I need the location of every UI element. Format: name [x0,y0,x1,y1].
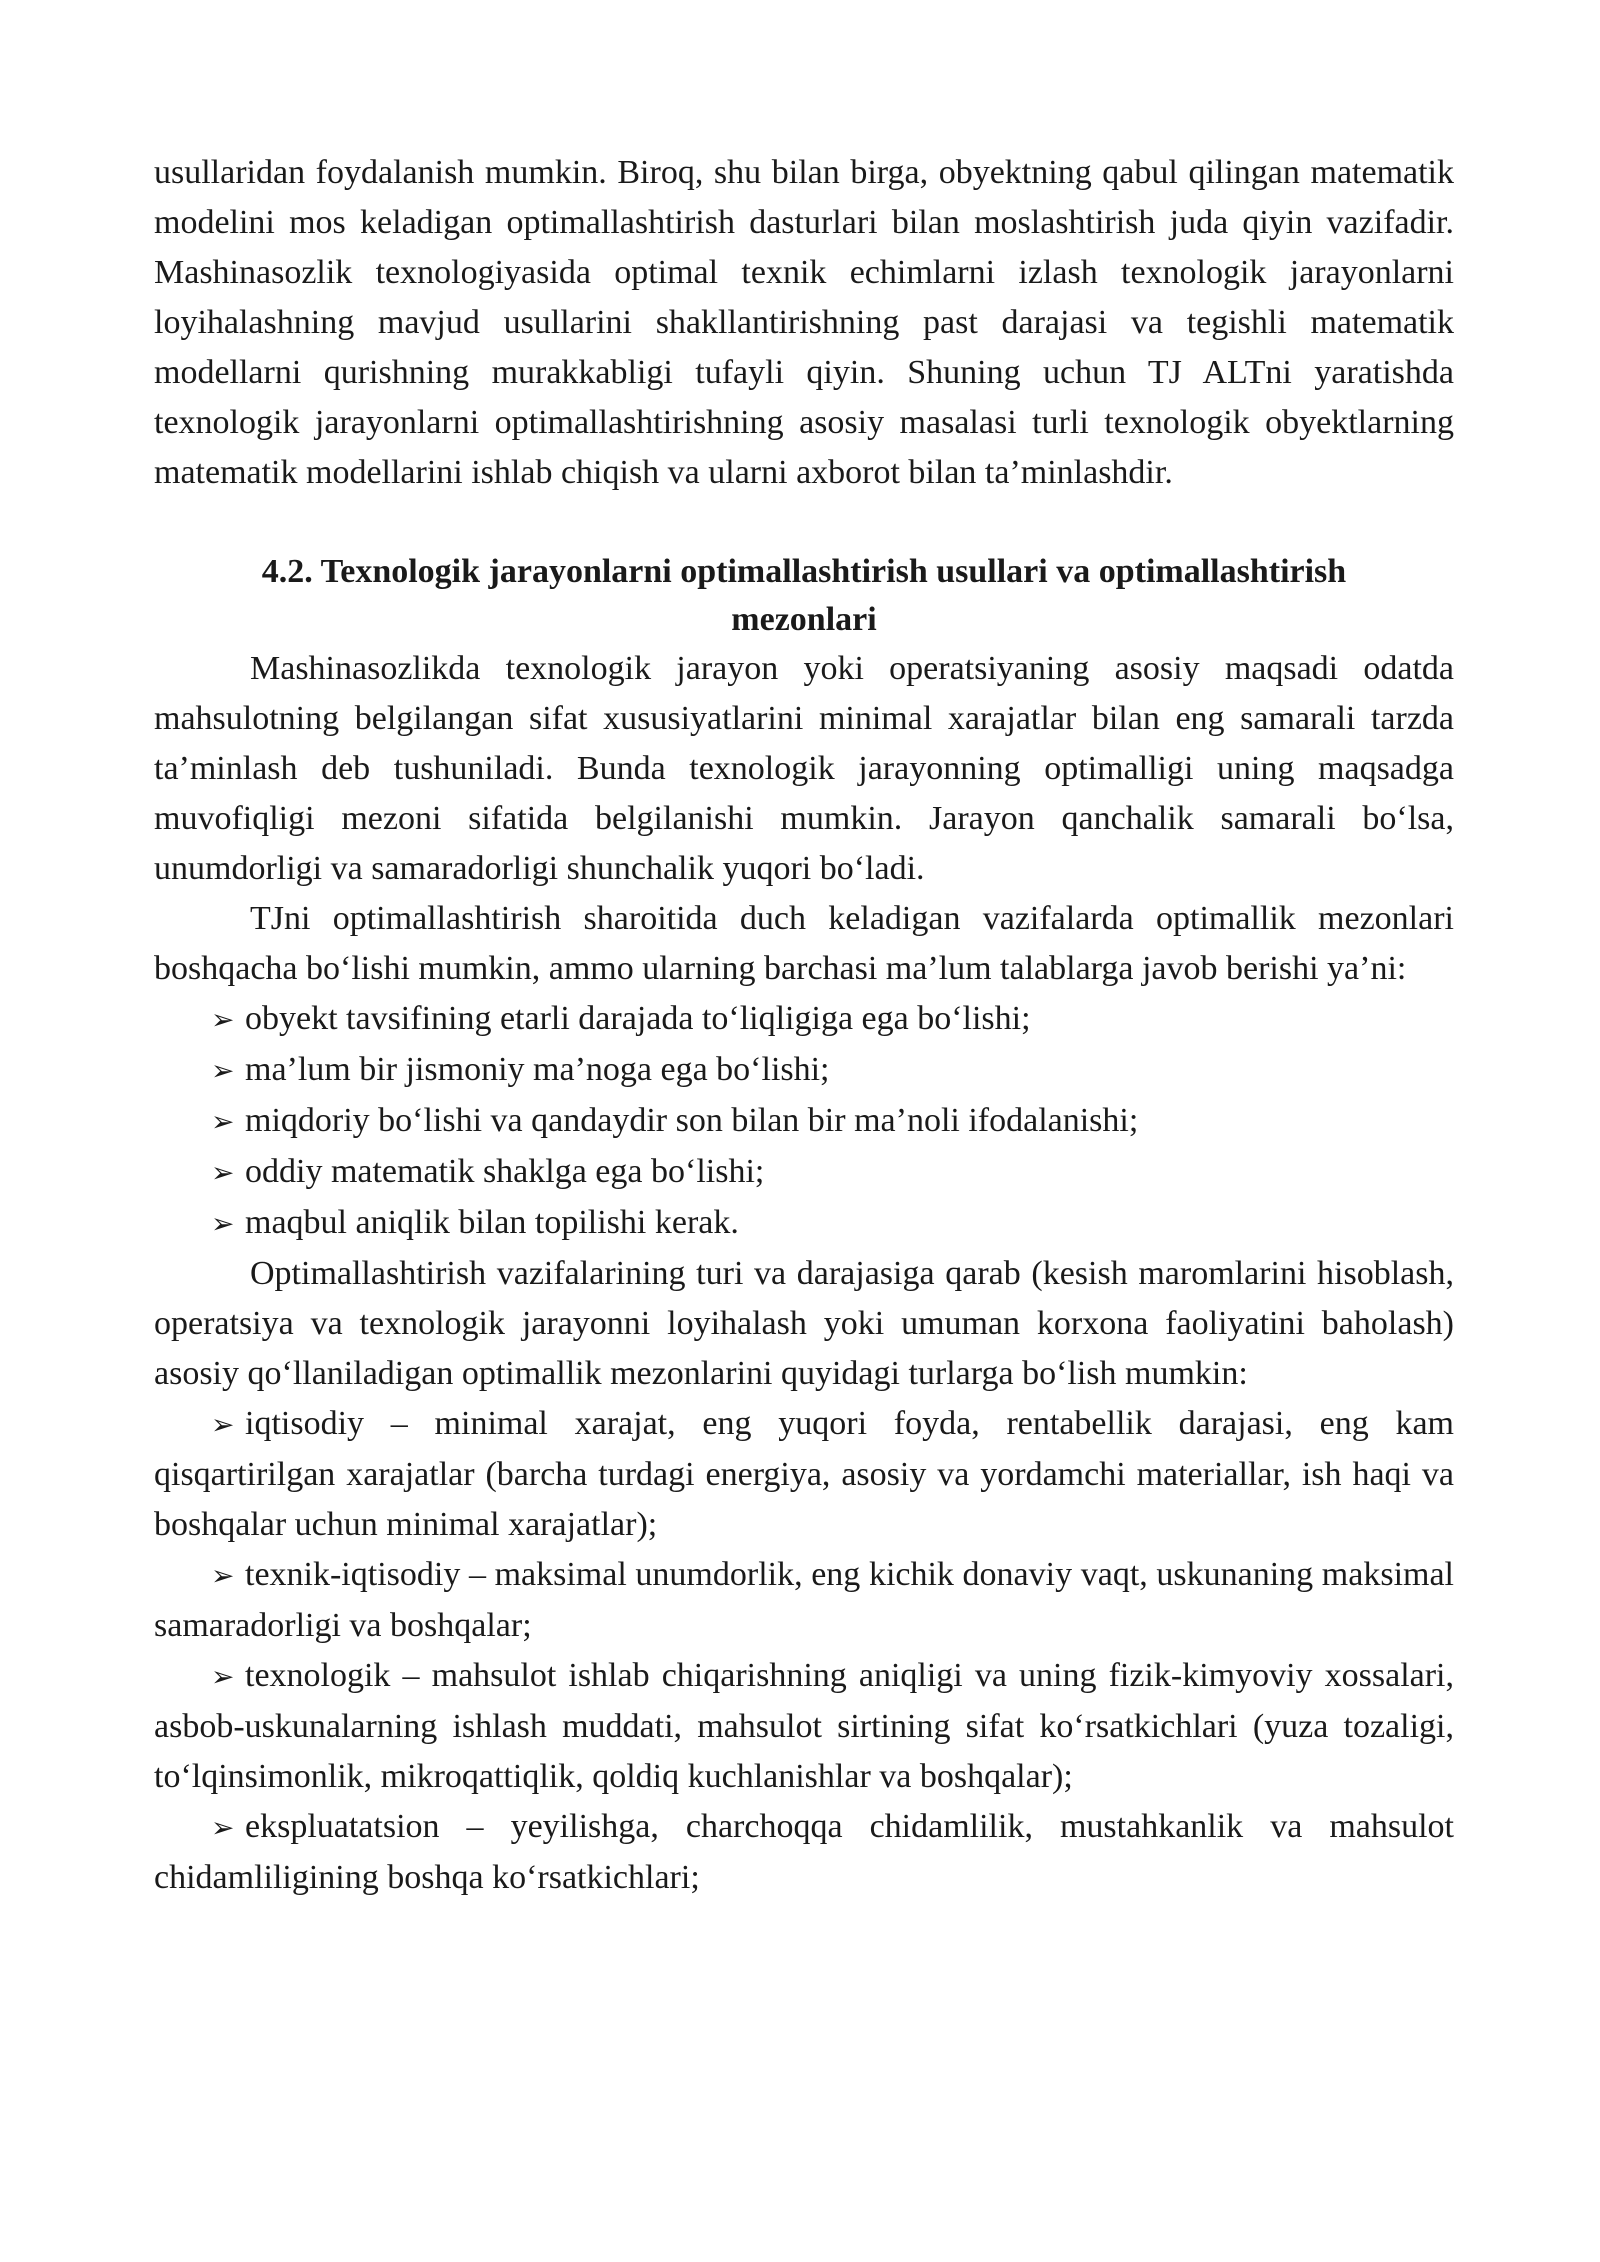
list-item-text: miqdoriy bo‘lishi va qandaydir son bilan bir ma’noli ifodalanishi; [245,1102,1139,1139]
arrow-bullet-icon: ➢ [211,1811,235,1844]
list-item [154,1147,1454,1198]
criteria-item-text: iqtisodiy – minimal xarajat, eng yuqori foyda, rentabellik darajasi, eng kam qisqartirilgan xarajatlar (barcha turdagi energiya, asosiy va yordamchi materiallar, ish haqi va boshqalar uchun minimal xarajatlar); [154,1405,1454,1543]
arrow-bullet-icon: ➢ [211,1408,235,1441]
section-heading: 4.2. Texnologik jarayonlarni optimallashtirish usullari va optimallashtirish mezonlari [261,553,1347,638]
requirements-list [154,994,1454,1249]
arrow-bullet-icon: ➢ [211,1660,235,1693]
list-item-text: oddiy matematik shaklga ega bo‘lishi; [245,1153,765,1190]
criteria-item [154,1651,1454,1802]
list-item [154,1096,1454,1147]
criteria-item-text: ekspluatatsion – yeyilishga, charchoqqa chidamlilik, mustahkanlik va mahsulot chidamliligining boshqa ko‘rsatkichlari; [154,1808,1454,1896]
criteria-item-text: texnologik – mahsulot ishlab chiqarishning aniqligi va uning fizik-kimyoviy xossalari, asbob-uskunalarning ishlash muddati, mahsulot sirtining sifat ko‘rsatkichlari (yuza tozaligi, to‘lqinsimonlik, mikroqattiqlik, qoldiq kuchlanishlar va boshqalar); [154,1657,1454,1795]
body-paragraph: usullaridan foydalanish mumkin. Biroq, shu bilan birga, obyektning qabul qilingan matematik modelini mos keladigan optimallashtirish dasturlari bilan moslashtirish juda qiyin vazifadir. Mashinasozlik texnologiyasida optimal texnik echimlarni izlash texnologik jarayonlarni loyihalashning mavjud usullarini shakllantirishning past darajasi va tegishli matematik modellarni qurishning murakkabligi tufayli qiyin. Shuning uchun TJ ALTni yaratishda texnologik jarayonlarni optimallashtirishning asosiy masalasi turli texnologik obyektlarning matematik modellarini ishlab chiqish va ularni axborot bilan ta’minlashdir. [154,154,1454,491]
criteria-item [154,1399,1454,1550]
arrow-bullet-icon: ➢ [211,1156,235,1189]
list-item [154,994,1454,1045]
arrow-bullet-icon: ➢ [211,1003,235,1036]
arrow-bullet-icon: ➢ [211,1054,235,1087]
arrow-bullet-icon: ➢ [211,1207,235,1240]
body-paragraph: Mashinasozlikda texnologik jarayon yoki operatsiyaning asosiy maqsadi odatda mahsulotning belgilangan sifat xususiyatlarini minimal xarajatlar bilan eng samarali tarzda ta’minlash deb tushuniladi. Bunda texnologik jarayonning optimalligi uning maqsadga muvofiqligi mezoni sifatida belgilanishi mumkin. Jarayon qanchalik samarali bo‘lsa, unumdorligi va samaradorligi shunchalik yuqori bo‘ladi. [154,650,1454,887]
arrow-bullet-icon: ➢ [211,1105,235,1138]
list-item-text: obyekt tavsifining etarli darajada to‘liqligiga ega bo‘lishi; [245,1000,1031,1037]
list-item [154,1045,1454,1096]
list-item-text: ma’lum bir jismoniy ma’noga ega bo‘lishi; [245,1051,830,1088]
list-item-text: maqbul aniqlik bilan topilishi kerak. [245,1204,739,1241]
criteria-item [154,1550,1454,1651]
body-paragraph: TJni optimallashtirish sharoitida duch keladigan vazifalarda optimallik mezonlari boshqacha bo‘lishi mumkin, ammo ularning barchasi ma’lum talablarga javob berishi ya’ni: [154,900,1454,987]
arrow-bullet-icon: ➢ [211,1559,235,1592]
criteria-item [154,1802,1454,1903]
page-content [154,148,1454,1903]
list-item [154,1198,1454,1249]
body-paragraph: Optimallashtirish vazifalarining turi va darajasiga qarab (kesish maromlarini hisoblash, operatsiya va texnologik jarayonni loyihalash yoki umuman korxona faoliyatini baholash) asosiy qo‘llaniladigan optimallik mezonlarini quyidagi turlarga bo‘lish mumkin: [154,1255,1454,1392]
criteria-item-text: texnik-iqtisodiy – maksimal unumdorlik, eng kichik donaviy vaqt, uskunaning maksimal samaradorligi va boshqalar; [154,1556,1454,1644]
